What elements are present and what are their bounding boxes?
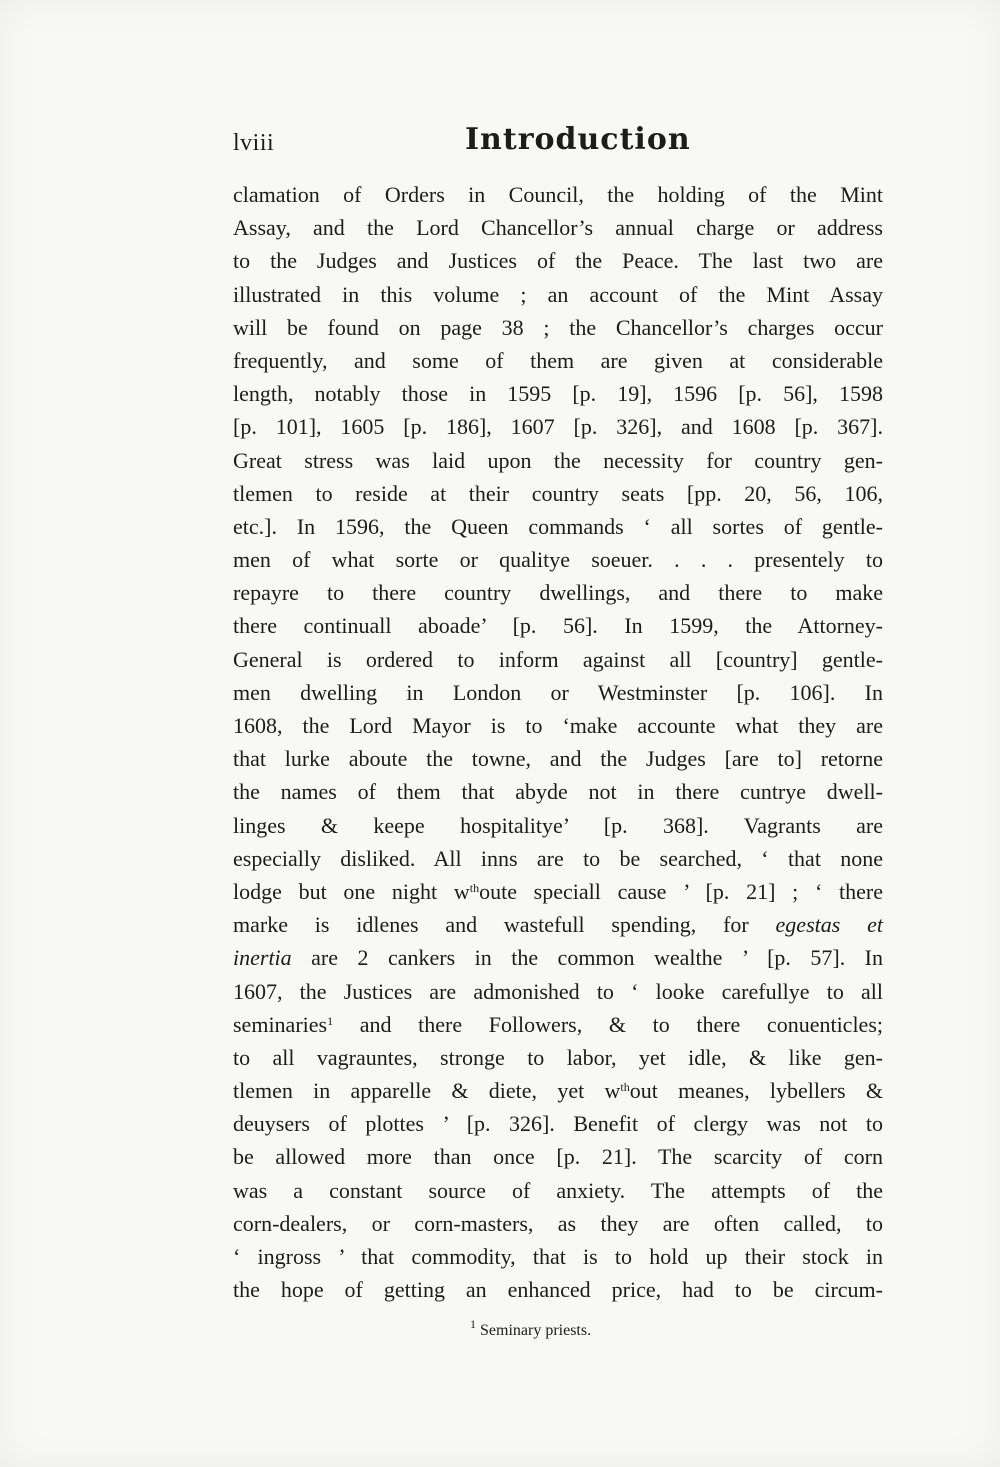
text-line: was a constant source of anxiety. The attempts of the <box>233 1177 883 1203</box>
text-line: 1607, the Justices are admonished to ‘ looke carefullye to all <box>233 978 883 1004</box>
text-line: General is ordered to inform against all [country] gentle- <box>233 646 883 672</box>
page-number: lviii <box>233 130 275 156</box>
text-line: marke is idlenes and wastefull spending, for egestas et <box>233 912 883 938</box>
text-line: tlemen to reside at their country seats [pp. 20, 56, 106, <box>233 480 883 506</box>
footnote-text: Seminary priests. <box>476 1322 592 1339</box>
text-line: Assay, and the Lord Chancellor’s annual charge or address <box>233 215 883 241</box>
text-line: that lurke aboute the towne, and the Judges [are to] retorne <box>233 746 883 772</box>
text-line: will be found on page 38 ; the Chancellor’s charges occur <box>233 314 883 340</box>
text-line: etc.]. In 1596, the Queen commands ‘ all sortes of gentle- <box>233 513 883 539</box>
text-line: lodge but one night $w^{th}oute$ speciall cause ’ [p. 21] ; ‘ there <box>233 878 883 904</box>
text-line: 1608, the Lord Mayor is to ‘make accounte what they are <box>233 713 883 738</box>
text-line: corn-dealers, or corn-masters, as they are often called, to <box>233 1210 883 1236</box>
text-line: ‘ ingross ’ that commodity, that is to hold up their stock in <box>233 1244 883 1269</box>
footnote-mark: 1 <box>470 1317 476 1331</box>
text-line: be allowed more than once [p. 21]. The scarcity of corn <box>233 1144 883 1170</box>
text-line: linges & keepe hospitalitye’ [p. 368]. Vagrants are <box>233 812 883 838</box>
text-line: deuysers of plottes ’ [p. 326]. Benefit of clergy was not to <box>233 1111 883 1137</box>
text-line: the names of them that abyde not in there cuntrye dwell- <box>233 779 883 805</box>
text-line: the hope of getting an enhanced price, had to be circum- <box>233 1277 883 1303</box>
text-line: repayre to there country dwellings, and there to make <box>233 580 883 606</box>
page-header <box>233 122 883 166</box>
text-line: length, notably those in 1595 [p. 19], 1596 [p. 56], 1598 <box>233 381 883 407</box>
footnote <box>470 1317 592 1340</box>
text-line: men dwelling in London or Westminster [p. 106]. In <box>233 679 883 705</box>
text-line: clamation of Orders in Council, the holding of the Mint <box>233 182 883 207</box>
text-line: to the Judges and Justices of the Peace. The last two are <box>233 248 883 274</box>
text-line: there continuall aboade’ [p. 56]. In 1599, the Attorney- <box>233 613 883 639</box>
text-line: [p. 101], 1605 [p. 186], 1607 [p. 326], and 1608 [p. 367]. <box>233 414 883 440</box>
text-line: especially disliked. All inns are to be searched, ‘ that none <box>233 845 883 871</box>
body-text <box>233 178 883 1306</box>
superscript: th <box>469 880 480 895</box>
latin-phrase: egestas et <box>775 912 883 938</box>
footnote-ref: 1 <box>327 1013 334 1028</box>
text-line: seminaries$^1$ and there Followers, & to there conuenticles; <box>233 1011 883 1037</box>
text-line: illustrated in this volume ; an account of the Mint Assay <box>233 281 883 307</box>
text-line: to all vagrauntes, stronge to labor, yet idle, & like gen- <box>233 1044 883 1070</box>
text-line: tlemen in apparelle & diete, yet $w^{th}out$ meanes, lybellers & <box>233 1078 883 1104</box>
text-line: inertia are 2 cankers in the common wealthe ’ [p. 57]. In <box>233 945 883 971</box>
text-line: frequently, and some of them are given at considerable <box>233 347 883 373</box>
text-line: Great stress was laid upon the necessity for country gen- <box>233 447 883 473</box>
text-line: men of what sorte or qualitye soeuer. . . . presentely to <box>233 547 883 573</box>
running-title: Introduction <box>465 122 691 157</box>
superscript: th <box>620 1080 630 1095</box>
latin-phrase: inertia <box>233 945 292 971</box>
